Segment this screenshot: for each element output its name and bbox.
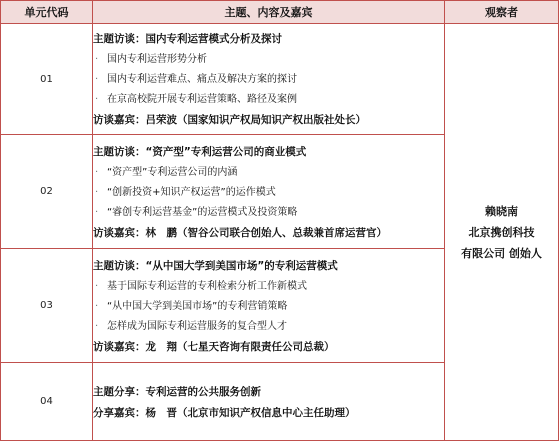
point-text: 国内专利运营形势分析 (107, 54, 207, 65)
guest-line: 分享嘉宾：杨 晋（北京市知识产权信息中心主任助理） (93, 406, 356, 419)
list-item (93, 163, 444, 183)
observer-cell (445, 24, 559, 441)
content-cell (93, 135, 445, 249)
header-unit-code: 单元代码 (1, 1, 93, 24)
table-row (1, 24, 559, 135)
point-text: “资产型”专利运营公司的内涵 (107, 166, 238, 178)
topic-points (93, 50, 444, 110)
content-cell (93, 363, 445, 441)
topic-title: 主题访谈：“从中国大学到美国市场”的专利运营模式 (93, 259, 338, 272)
unit-code-cell: 04 (1, 363, 93, 441)
observer-title: 有限公司 创始人 (461, 246, 542, 260)
unit-code-cell: 03 (1, 249, 93, 363)
bullet-icon: · (95, 186, 99, 198)
unit-code-cell: 01 (1, 24, 93, 135)
header-topic-content-guest: 主题、内容及嘉宾 (93, 1, 445, 24)
topic-points (93, 277, 444, 337)
point-text: 怎样成为国际专利运营服务的复合型人才 (107, 320, 287, 332)
bullet-icon: · (95, 74, 99, 85)
list-item (93, 203, 444, 223)
bullet-icon: · (95, 166, 99, 178)
topic-title: 主题分享：专利运营的公共服务创新 (93, 385, 261, 398)
list-item (93, 297, 444, 317)
content-cell (93, 24, 445, 135)
bullet-icon: · (95, 300, 99, 312)
list-item (93, 317, 444, 337)
header-row (1, 1, 559, 24)
point-text: “睿创专利运营基金”的运营模式及投资策略 (107, 206, 298, 218)
point-text: “创新投资+知识产权运营”的运作模式 (107, 186, 276, 198)
guest-line: 访谈嘉宾：吕荣波（国家知识产权局知识产权出版社处长） (93, 114, 366, 126)
list-item (93, 90, 444, 110)
point-text: 基于国际专利运营的专利检索分析工作新模式 (107, 280, 307, 292)
topic-title: 主题访谈：国内专利运营模式分析及探讨 (93, 33, 282, 45)
topic-points (93, 163, 444, 223)
bullet-icon: · (95, 280, 99, 292)
list-item (93, 70, 444, 90)
bullet-icon: · (95, 320, 99, 332)
point-text: 在京高校院开展专利运营策略、路径及案例 (107, 94, 297, 105)
guest-line: 访谈嘉宾：龙 翔（七星天咨询有限责任公司总裁） (93, 340, 335, 353)
list-item (93, 277, 444, 297)
list-item (93, 50, 444, 70)
point-text: “从中国大学到美国市场”的专利营销策略 (107, 300, 288, 312)
unit-code-cell: 02 (1, 135, 93, 249)
bullet-icon: · (95, 206, 99, 218)
topic-title: 主题访谈：“资产型”专利运营公司的商业模式 (93, 145, 307, 158)
bullet-icon: · (95, 54, 99, 65)
point-text: 国内专利运营难点、痛点及解决方案的探讨 (107, 74, 297, 85)
bullet-icon: · (95, 94, 99, 105)
list-item (93, 183, 444, 203)
observer-name: 赖晓南 (485, 204, 518, 218)
observer-company: 北京携创科技 (468, 225, 535, 239)
header-observer: 观察者 (445, 1, 559, 24)
guest-line: 访谈嘉宾：林 鹏（智谷公司联合创始人、总裁兼首席运营官） (93, 226, 387, 239)
content-cell (93, 249, 445, 363)
